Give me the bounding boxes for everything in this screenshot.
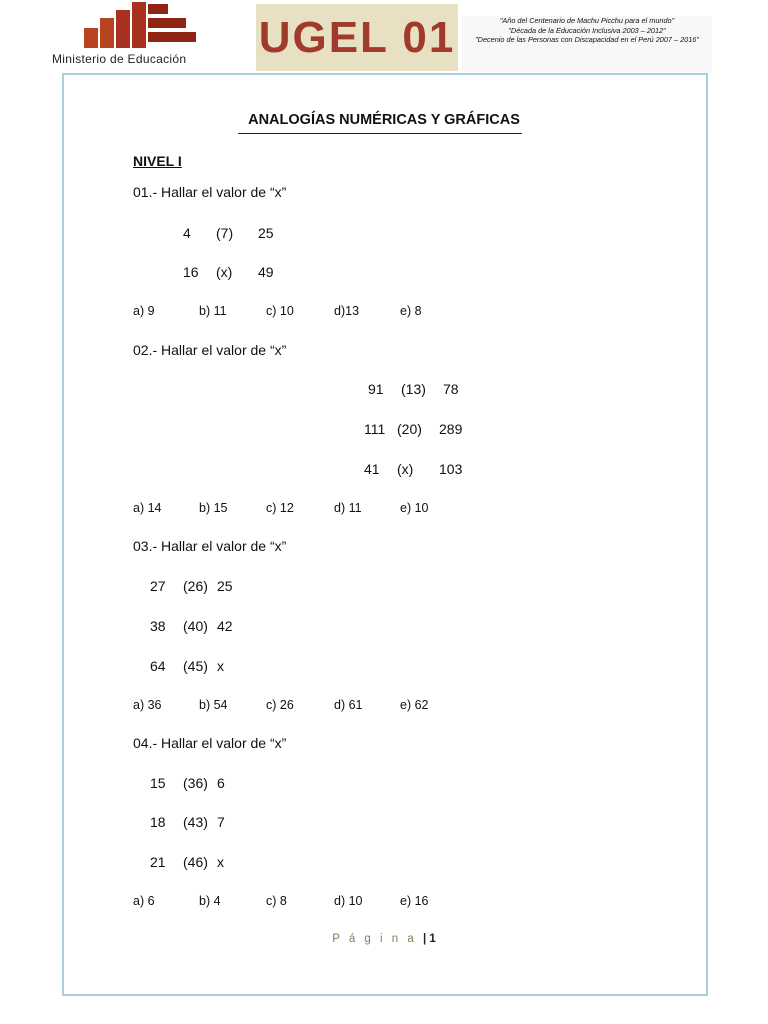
answer-option: c) 8 bbox=[266, 894, 287, 908]
answer-option: b) 11 bbox=[199, 304, 227, 318]
analogy-term: 42 bbox=[217, 618, 233, 634]
analogy-term: (46) bbox=[183, 854, 208, 870]
analogy-term: 18 bbox=[150, 814, 166, 830]
header-mottos bbox=[462, 16, 712, 72]
answer-option: a) 14 bbox=[133, 501, 162, 515]
answer-option: d) 10 bbox=[334, 894, 363, 908]
answer-option: a) 9 bbox=[133, 304, 155, 318]
analogy-term: (45) bbox=[183, 658, 208, 674]
answer-option: b) 4 bbox=[199, 894, 221, 908]
analogy-term: 15 bbox=[150, 775, 166, 791]
analogy-term: (x) bbox=[216, 264, 233, 280]
analogy-term: 64 bbox=[150, 658, 166, 674]
analogy-term: 78 bbox=[443, 381, 459, 397]
analogy-term: (40) bbox=[183, 618, 208, 634]
analogy-term: 27 bbox=[150, 578, 166, 594]
analogy-term: 7 bbox=[217, 814, 225, 830]
analogy-term: 38 bbox=[150, 618, 166, 634]
answer-option: e) 16 bbox=[400, 894, 429, 908]
analogy-term: 4 bbox=[183, 225, 191, 241]
motto-line: "Década de la Educación Inclusiva 2003 – 2012" bbox=[508, 25, 666, 35]
ministry-logo bbox=[48, 0, 228, 70]
question-prompt: 01.- Hallar el valor de “x” bbox=[133, 184, 287, 200]
analogy-term: (20) bbox=[397, 421, 422, 437]
answer-option: a) 36 bbox=[133, 698, 162, 712]
motto-line: "Año del Centenario de Machu Picchu para el mundo" bbox=[499, 16, 675, 25]
analogy-term: 289 bbox=[439, 421, 463, 437]
analogy-term: x bbox=[217, 854, 224, 870]
analogy-term: 49 bbox=[258, 264, 274, 280]
analogy-term: 41 bbox=[364, 461, 380, 477]
ugel-logo bbox=[256, 4, 458, 71]
answer-option: c) 26 bbox=[266, 698, 294, 712]
ugel-logo-text: UGEL 01 bbox=[258, 12, 456, 62]
answer-option: d) 61 bbox=[334, 698, 363, 712]
answer-option: e) 8 bbox=[400, 304, 422, 318]
analogy-term: (26) bbox=[183, 578, 208, 594]
answer-option: e) 62 bbox=[400, 698, 429, 712]
motto-line: "Decenio de las Personas con Discapacidad en el Perú 2007 – 2016" bbox=[475, 35, 699, 44]
analogy-term: 6 bbox=[217, 775, 225, 791]
analogy-term: (36) bbox=[183, 775, 208, 791]
analogy-term: 91 bbox=[368, 381, 384, 397]
analogy-term: (13) bbox=[401, 381, 426, 397]
ministry-bars-icon bbox=[80, 2, 200, 50]
answer-option: b) 15 bbox=[199, 501, 228, 515]
answer-option: d) 11 bbox=[334, 501, 362, 515]
page-title: ANALOGÍAS NUMÉRICAS Y GRÁFICAS bbox=[248, 112, 520, 128]
analogy-term: 103 bbox=[439, 461, 463, 477]
answer-option: c) 12 bbox=[266, 501, 294, 515]
page-label: P á g i n a bbox=[332, 933, 417, 945]
title-underline bbox=[238, 133, 522, 134]
page-footer: P á g i n a | 1 bbox=[332, 933, 436, 945]
analogy-term: 25 bbox=[258, 225, 274, 241]
analogy-term: (7) bbox=[216, 225, 234, 241]
analogy-term: 16 bbox=[183, 264, 199, 280]
answer-option: a) 6 bbox=[133, 894, 155, 908]
analogy-term: 25 bbox=[217, 578, 233, 594]
question-prompt: 04.- Hallar el valor de “x” bbox=[133, 735, 287, 751]
question-prompt: 03.- Hallar el valor de “x” bbox=[133, 538, 287, 554]
analogy-term: (x) bbox=[397, 461, 414, 477]
question-prompt: 02.- Hallar el valor de “x” bbox=[133, 342, 287, 358]
analogy-term: x bbox=[217, 658, 224, 674]
answer-option: c) 10 bbox=[266, 304, 294, 318]
answer-option: b) 54 bbox=[199, 698, 228, 712]
answer-option: d)13 bbox=[334, 304, 360, 318]
level-heading: NIVEL I bbox=[133, 153, 182, 169]
page-number: 1 bbox=[429, 933, 436, 945]
analogy-term: 21 bbox=[150, 854, 166, 870]
analogy-term: (43) bbox=[183, 814, 208, 830]
ministry-name: Ministerio de Educación bbox=[52, 52, 187, 66]
answer-option: e) 10 bbox=[400, 501, 429, 515]
analogy-term: 111 bbox=[364, 421, 386, 437]
